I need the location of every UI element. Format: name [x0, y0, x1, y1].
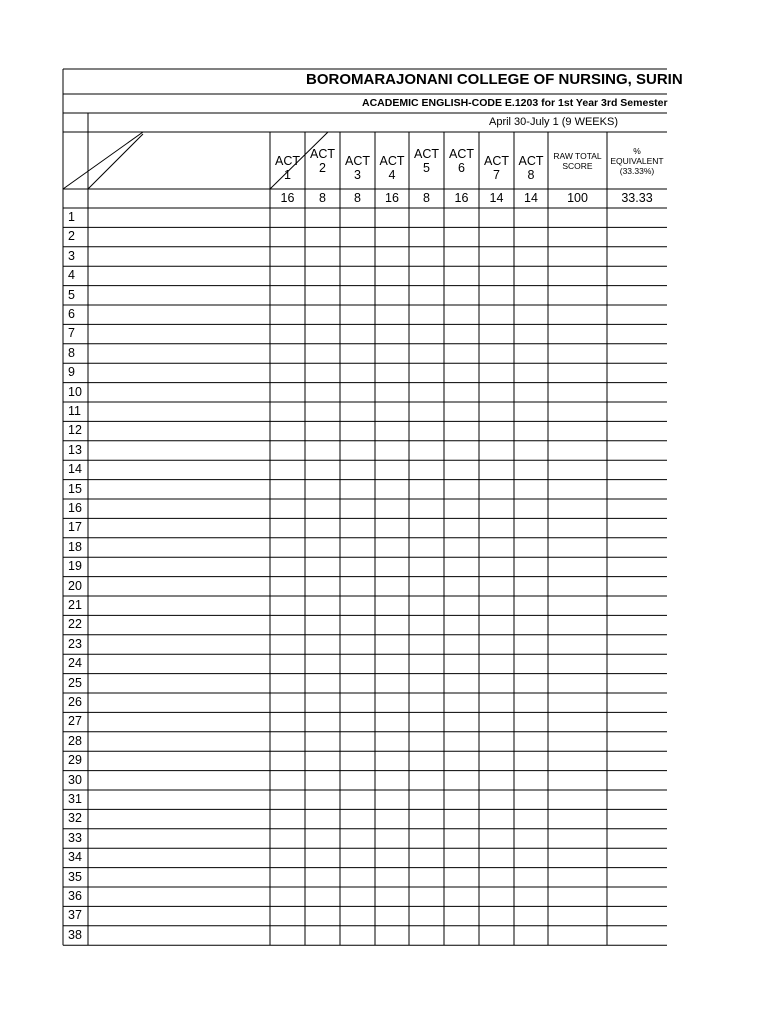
row-number: 4 [68, 268, 75, 283]
row-number: 14 [68, 462, 82, 477]
row-number: 23 [68, 636, 82, 651]
row-number: 17 [68, 520, 82, 535]
row-number: 35 [68, 869, 82, 884]
row-number: 31 [68, 792, 82, 806]
max-score-cell: 16 [385, 191, 399, 205]
college-title: BOROMARAJONANI COLLEGE OF NURSING, SURIN [306, 71, 683, 88]
row-number: 11 [68, 404, 81, 418]
column-header-8: ACT 8 [518, 153, 544, 182]
course-period: April 30-July 1 (9 WEEKS) [489, 116, 618, 128]
row-number: 3 [68, 248, 75, 263]
diagonal-line [63, 132, 143, 189]
row-number: 12 [68, 423, 82, 438]
row-number: 38 [68, 927, 82, 942]
course-subtitle: ACADEMIC ENGLISH-CODE E.1203 for 1st Year 3rd Semester [362, 97, 668, 109]
diagonal-line [88, 134, 143, 189]
max-score-cell: 8 [354, 191, 361, 205]
row-number: 2 [68, 229, 75, 244]
column-header-9: RAW TOTAL SCORE [553, 150, 602, 171]
row-number: 26 [68, 695, 82, 709]
row-number: 22 [68, 617, 82, 632]
row-number: 7 [68, 326, 75, 341]
column-header-7: ACT 7 [484, 153, 509, 182]
column-header-6: ACT 6 [449, 146, 474, 175]
row-number: 37 [68, 908, 82, 923]
row-number: 8 [68, 345, 75, 360]
row-number: 18 [68, 539, 82, 554]
max-score-cell: 8 [319, 191, 326, 205]
row-number: 28 [68, 733, 82, 748]
row-number: 21 [68, 598, 82, 612]
max-score-cell: 8 [423, 191, 430, 205]
row-number: 19 [68, 559, 82, 574]
column-header-1: ACT 1 [275, 153, 300, 182]
row-number: 33 [68, 830, 82, 845]
row-number: 30 [68, 772, 82, 787]
row-number: 1 [68, 210, 75, 224]
row-number: 25 [68, 675, 82, 690]
row-number: 32 [68, 811, 82, 826]
row-number: 29 [68, 753, 82, 768]
row-number: 13 [68, 442, 82, 457]
max-score-cell: 14 [489, 191, 504, 205]
max-score-cell: 16 [280, 191, 295, 205]
column-header-5: ACT 5 [414, 146, 439, 175]
column-header-2: ACT 2 [310, 146, 335, 175]
row-number: 20 [68, 578, 82, 593]
row-number: 16 [68, 501, 82, 515]
row-number: 10 [68, 384, 82, 399]
column-header-10: % EQUIVALENT (33.33%) [610, 145, 664, 176]
row-number: 6 [68, 307, 75, 321]
row-number: 34 [68, 850, 82, 865]
max-score-cell: 14 [524, 191, 538, 205]
row-number: 36 [68, 889, 82, 903]
row-number: 24 [68, 656, 82, 671]
row-number: 27 [68, 714, 82, 729]
row-number: 5 [68, 287, 75, 302]
column-header-3: ACT 3 [345, 153, 370, 182]
row-number: 15 [68, 481, 82, 496]
max-score-cell: 100 [567, 191, 588, 205]
row-number: 9 [68, 365, 75, 380]
max-score-cell: 16 [454, 191, 469, 205]
max-score-cell: 33.33 [621, 191, 653, 205]
column-header-4: ACT 4 [379, 153, 405, 182]
